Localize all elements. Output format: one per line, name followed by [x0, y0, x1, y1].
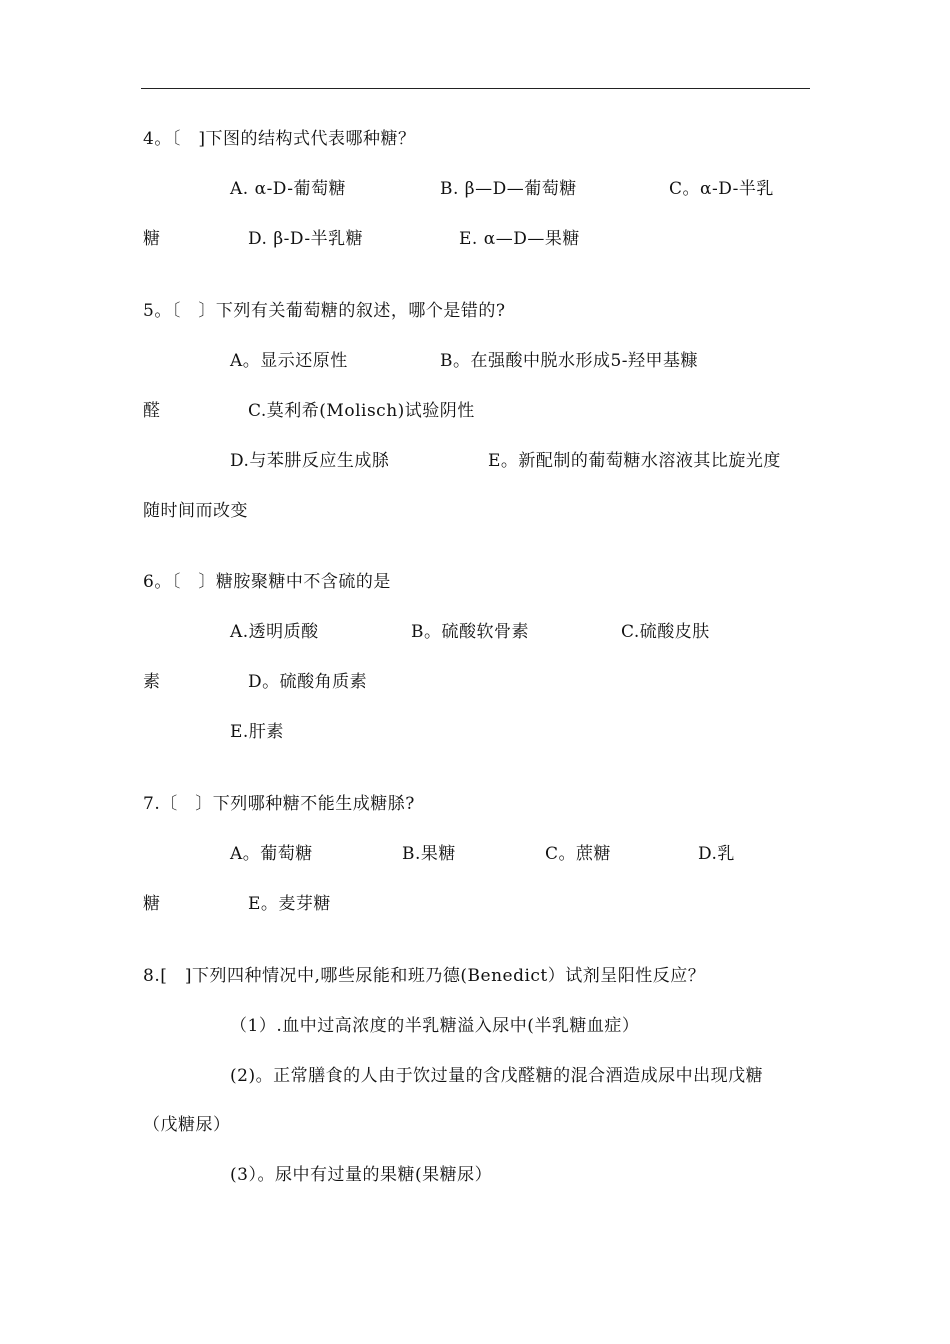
- option-c: C。α-D-半乳: [669, 179, 774, 199]
- option-e-continued: 随时间而改变: [143, 501, 248, 521]
- statement-2-continued: （戊糖尿）: [143, 1115, 231, 1135]
- statement-3: (3）。尿中有过量的果糖(果糖尿）: [230, 1165, 493, 1185]
- option-c-continued: 糖: [143, 229, 161, 249]
- option-b: B.果糖: [402, 844, 456, 864]
- option-e: E。麦芽糖: [248, 894, 331, 914]
- option-c: C.硫酸皮肤: [621, 622, 710, 642]
- option-b: B。在强酸中脱水形成5-羟甲基糠: [440, 351, 699, 371]
- option-d-continued: 糖: [143, 894, 161, 914]
- option-c-continued: 素: [143, 672, 161, 692]
- option-e: E。新配制的葡萄糖水溶液其比旋光度: [488, 451, 781, 471]
- option-e: E.肝素: [230, 722, 284, 742]
- option-d: D.乳: [698, 844, 735, 864]
- option-d: D.与苯肼反应生成脎: [230, 451, 390, 471]
- header-rule: [141, 88, 810, 89]
- option-b-continued: 醛: [143, 401, 161, 421]
- option-a: A. α-D-葡萄糖: [230, 179, 346, 199]
- option-b: B。硫酸软骨素: [411, 622, 529, 642]
- option-a: A。葡萄糖: [230, 844, 313, 864]
- option-a: A.透明质酸: [230, 622, 319, 642]
- question-stem: 8.[ ]下列四种情况中,哪些尿能和班乃德(Benedict）试剂呈阳性反应？: [143, 966, 706, 986]
- option-c: C.莫利希(Molisch)试验阴性: [248, 401, 475, 421]
- option-d: D。硫酸角质素: [248, 672, 368, 692]
- question-stem: 5。〔 〕下列有关葡萄糖的叙述，哪个是错的?: [143, 301, 506, 321]
- question-stem: 4。〔 ]下图的结构式代表哪种糖？: [143, 129, 416, 149]
- question-stem: 7.〔 〕下列哪种糖不能生成糖脎?: [143, 794, 415, 814]
- statement-1: （1）.血中过高浓度的半乳糖溢入尿中(半乳糖血症）: [230, 1016, 640, 1036]
- question-stem: 6。〔 〕糖胺聚糖中不含硫的是: [143, 572, 391, 592]
- statement-2: (2)。正常膳食的人由于饮过量的含戊醛糖的混合酒造成尿中出现戊糖: [230, 1066, 764, 1086]
- option-e: E. α—D—果糖: [459, 229, 580, 249]
- option-b: B. β—D—葡萄糖: [440, 179, 577, 199]
- option-d: D. β-D-半乳糖: [248, 229, 364, 249]
- option-a: A。显示还原性: [230, 351, 348, 371]
- option-c: C。蔗糖: [545, 844, 612, 864]
